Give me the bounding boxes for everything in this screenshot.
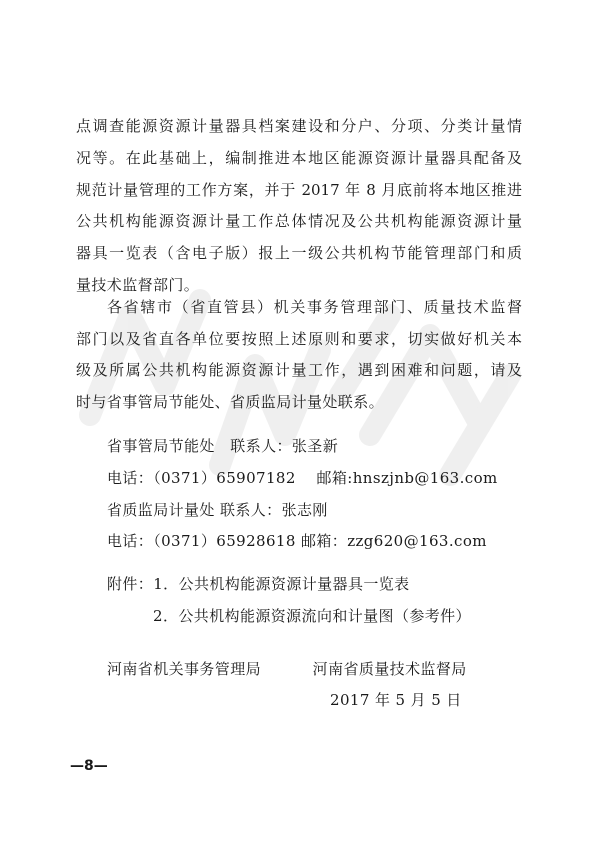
paragraph-line: 况等。在此基础上，编制推进本地区能源资源计量器具配备及 [76,149,522,167]
page-number: —8— [70,758,108,774]
paragraph-line: 部门以及省直各单位要按照上述原则和要求，切实做好机关本 [76,330,522,348]
attachment-item-1: 附件：1．公共机构能源资源计量器具一览表 [107,575,410,593]
paragraph-line: 级及所属公共机构能源资源计量工作，遇到困难和问题，请及 [76,361,522,379]
paragraph-line: 器具一览表（含电子版）报上一级公共机构节能管理部门和质 [76,244,522,262]
paragraph-line: 时与省事管局节能处、省质监局计量处联系。 [76,393,385,411]
issue-date: 2017 年 5 月 5 日 [330,691,462,709]
paragraph-line: 各省辖市（省直管县）机关事务管理部门、质量技术监督 [107,298,522,316]
paragraph-line: 点调查能源资源计量器具档案建设和分户、分项、分类计量情 [76,117,522,135]
contact-2-office: 省质监局计量处 联系人：张志刚 [107,501,328,519]
contact-1-phone-email: 电话：（0371）65907182 邮箱:hnszjnb@163.com [107,469,498,487]
issuing-organizations: 河南省机关事务管理局 河南省质量技术监督局 [107,660,467,678]
paragraph-line: 公共机构能源资源计量工作总体情况及公共机构能源资源计量 [76,212,522,230]
paragraph-line: 量技术监督部门。 [76,276,200,294]
contact-1-office: 省事管局节能处 联系人：张圣新 [107,437,339,455]
contact-2-phone-email: 电话：（0371）65928618 邮箱：zzg620@163.com [107,532,487,550]
attachment-item-2: 2．公共机构能源资源流向和计量图（参考件） [153,607,471,625]
paragraph-line: 规范计量管理的工作方案，并于 2017 年 8 月底前将本地区推进 [76,181,522,199]
